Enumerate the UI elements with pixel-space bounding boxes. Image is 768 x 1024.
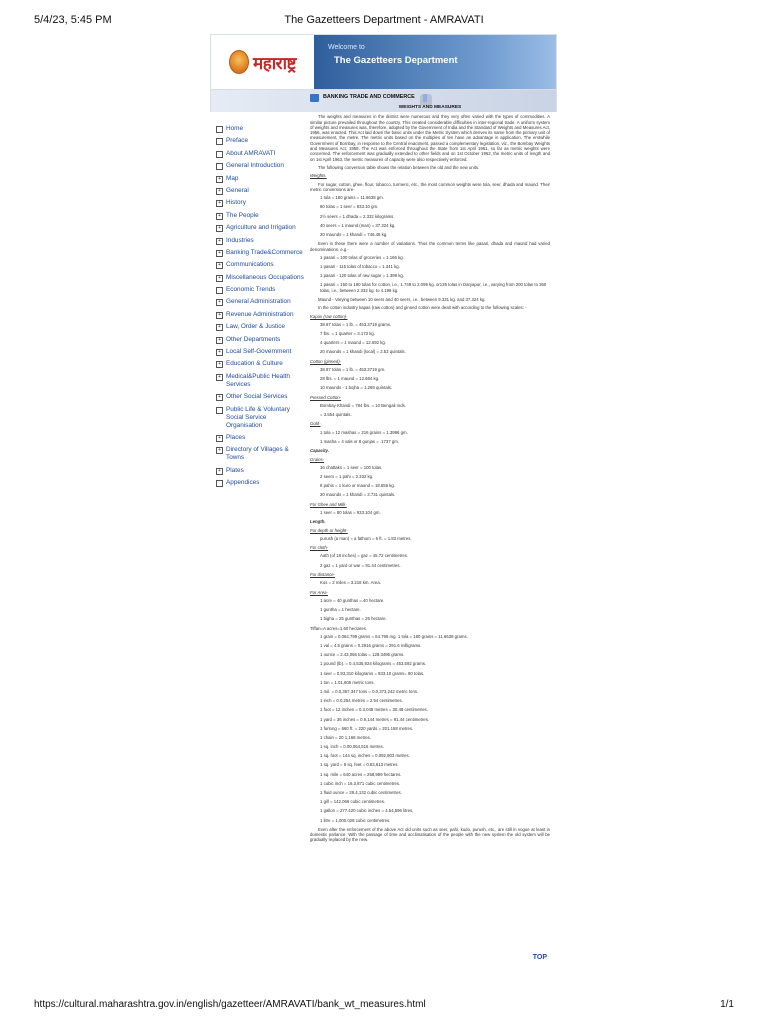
banner-title-area	[314, 35, 556, 89]
main-content	[310, 94, 550, 846]
print-datetime: 5/4/23, 5:45 PM	[34, 14, 112, 26]
conversion-line: 1 guntha =.1 hectare.	[320, 607, 361, 613]
expand-icon: +	[216, 361, 223, 368]
conversion-line: 1 foot = 12 inches = 0.3,048 metres = 30.48 centimetres.	[320, 707, 428, 713]
conversion-line: 1 seer = 80 tolas = 933.104 gm.	[320, 509, 381, 515]
ghee-lines	[320, 510, 550, 515]
expand-icon: +	[216, 349, 223, 356]
sidebar-item[interactable]	[216, 187, 304, 195]
distance-heading: For distance-	[310, 571, 336, 577]
conversion-line: 2 gaz = 1 yard or war = 91.44 centimetres.	[320, 562, 401, 568]
sidebar-item-label: Communications	[226, 261, 274, 269]
state-emblem-icon	[229, 50, 249, 74]
expand-icon: +	[216, 299, 223, 306]
expand-icon: +	[216, 200, 223, 207]
pressed-heading: Pressed Cotton-	[310, 394, 342, 400]
page-frame	[210, 34, 557, 971]
conversion-line: 1 sq. mile = 640 acres = 258,999 hectares.	[320, 771, 402, 777]
conversion-line: 1 bigha = 25 gunthas = 25 hectare.	[320, 616, 387, 622]
grains-heading: Grains-	[310, 456, 325, 462]
conversion-line: purush (a man) = a fathom = 6 ft. = 1.83 metres.	[320, 535, 412, 541]
page-icon	[216, 480, 223, 487]
expand-icon: +	[216, 238, 223, 245]
conversion-line: 1 pasari - 120 tolas of raw sugar = 1.399 kg.	[320, 273, 404, 279]
page-icon	[216, 163, 223, 170]
sidebar-item[interactable]	[216, 298, 304, 306]
sidebar-item[interactable]	[216, 199, 304, 207]
expand-icon: +	[216, 188, 223, 195]
weights-heading: Weights.	[310, 173, 327, 179]
area-lines	[320, 598, 550, 622]
sidebar-item[interactable]	[216, 360, 304, 368]
intro-paragraph: The weights and measures in the district were numerous and they very often varied with the types of commodities. A similar picture prevailed throughout the country. This created considerable difficulties in inter-regional trade. A uniform system of weights and measures was, therefore, adopted by the Government of India and the Standard of Weights and Measures Act, 1956, was enacted. This Act laid down the basic units under the Metric System which derives its name from the primary unit of measurement, the metre. The metric units based on the multiples of ten have an advantage in application. The erstwhile Government of Bombay, in response to the Central enactment, passed a complementary legislation, viz., the Bombay Weights and Measures Act, 1958. The Act was enforced throughout the State from 1st April 1961, so far as metric weights were concerned. The enforcement was gradually extended to other fields and on 1st October 1962, the metric units of length and on 1st April 1963, the metric measures of capacity were also respectively enforced.	[310, 114, 550, 162]
print-url: https://cultural.maharashtra.gov.in/english/gazetteer/AMRAVATI/bank_wt_measures.html	[34, 999, 426, 1010]
sidebar-item-label: Home	[226, 125, 244, 132]
kapas-lines	[320, 322, 550, 355]
sidebar-item[interactable]	[216, 434, 304, 442]
conversion-line: 1 pasari = 100 tolas of groceries = 1.166 kg.	[320, 254, 404, 260]
page-icon	[216, 287, 223, 294]
weights-paragraph: For sugar, cotton, ghee, flour, tobacco, turmeric, etc., the most common weights were tola, seer, dhada and maund. Their metric conversions are-	[310, 181, 550, 192]
conversion-line: 28 lbs. = 1 maund = 12.684 kg.	[320, 376, 380, 382]
conversion-line: 1 ounce = 2.43,056 tolas = 128.3495 grams.	[320, 652, 405, 658]
sidebar-item[interactable]	[216, 286, 304, 294]
sidebar-item-label: General	[226, 186, 249, 194]
conversion-lines	[320, 634, 550, 823]
conversion-line: 1 masha = 4 vals or 8 gunjas = .1737 gm.	[320, 438, 400, 444]
conversion-line: 8 pahis = 1 kuro or maund = 18.656 kg.	[320, 483, 396, 489]
sidebar-item-label: The People	[226, 211, 259, 219]
banner-dept: The Gazetteers Department	[334, 55, 458, 66]
expand-icon: +	[216, 312, 223, 319]
sidebar-item-label: Miscellaneous Occupations	[226, 273, 304, 281]
page-icon	[216, 407, 223, 414]
conversion-line: 1 chain = 20 1,168 metres.	[320, 734, 371, 740]
kapas-heading: Kapas (raw cotton)-	[310, 313, 348, 319]
sidebar-item[interactable]	[216, 150, 304, 158]
sidebar-item-label: Local Self-Government	[226, 348, 292, 356]
grains-lines	[320, 465, 550, 498]
conversion-line: 38.87 tolas = 1 lb. = 453.3719 grams.	[320, 321, 392, 327]
page-icon	[216, 138, 223, 145]
expand-icon: +	[216, 213, 223, 220]
sidebar-item[interactable]	[216, 446, 304, 462]
closing-paragraph: Even after the enforcement of the above Act old units such as seer, pahi, kudo, purush, etc., are still in vogue at least in domestic parlance. With the passage of time and acclimatisation of the people with the new system the old system will be gradually replaced by the new.	[310, 826, 550, 843]
sidebar-item[interactable]	[216, 224, 304, 232]
expand-icon: +	[216, 374, 223, 381]
top-link[interactable]: TOP	[532, 954, 547, 961]
sidebar-item[interactable]	[216, 373, 304, 389]
conversion-line: 20 maunds = 1 khandi = 3.731 quintals.	[320, 492, 396, 498]
sidebar-item-label: History	[226, 199, 246, 207]
maund-line: Maund - Varying between 10 seers and 40 seers, i.e., between 9.331 kg. and 37.324 kg.	[318, 296, 486, 302]
expand-icon: +	[216, 394, 223, 401]
section-header	[310, 94, 550, 102]
sidebar-item-label: Appendices	[226, 479, 260, 487]
expand-icon: +	[216, 275, 223, 282]
sidebar-item[interactable]	[216, 393, 304, 401]
conversion-line: 1 sq. foot = 144 sq. inches = 0.092,903 metres.	[320, 753, 410, 759]
conversion-line: 40 seers = 1 maund (man) = 37.324 kg.	[320, 222, 396, 228]
conversion-line: 1 val = 4.5 grains = 0.2916 grams = 291.6 milligrams.	[320, 643, 422, 648]
sidebar-item[interactable]	[216, 467, 304, 475]
print-title: The Gazetteers Department - AMRAVATI	[284, 14, 484, 26]
sidebar-item-label: Agriculture and Irrigation	[226, 224, 296, 232]
variation-paragraph: Even in these there were a number of variations. Thus the common terms like pasari, dhada and maund had varied denominations, e.g.-	[310, 241, 550, 252]
conversion-line: 2 seers = 1 pahi = 2.332 kg.	[320, 474, 374, 480]
sidebar-item-label: Economic Trends	[226, 286, 276, 294]
pressed-lines	[320, 403, 550, 417]
conversion-line: 2½ seers = 1 dhada = 2.332 kilograms.	[320, 213, 395, 219]
conversion-line: 1 tola = 12 mashas = 216 grains = 1.3996 gm.	[320, 429, 408, 435]
article-subhead: WEIGHTS AND MEASURES	[398, 105, 462, 110]
expand-icon: +	[216, 447, 223, 454]
conversion-line: 20 maunds = 1 khandi (local) = 2.53 quintals.	[320, 349, 406, 355]
expand-icon: +	[216, 225, 223, 232]
conversion-line: 1 litre = 1,000.028 cubic centimetres.	[320, 817, 391, 823]
distance-lines	[320, 580, 550, 585]
sidebar-item[interactable]	[216, 336, 304, 344]
pasari-lines	[320, 255, 550, 293]
sidebar-item-label: Directory of Villages & Towns	[226, 446, 289, 462]
conversion-line: 1 yard = 36 inches = 0.9,144 metres = 91.44 centimetres.	[320, 716, 430, 722]
conversion-line: 1 cubic inch = 16.3,871 cubic centimetres.	[320, 780, 401, 786]
section-title: BANKING TRADE AND COMMERCE	[323, 94, 415, 101]
conversion-line: 1 acre = 40 gunthas =.40 hectare.	[320, 597, 385, 603]
conversion-line: 1 tola = 180 grains = 11.6638 gm.	[320, 195, 384, 201]
capacity-heading: Capacity.	[310, 448, 329, 454]
conversion-line: Bombay Khandi = 784 lbs. = 10 Bengali mds.	[320, 402, 406, 408]
weights-lines	[320, 195, 550, 237]
conversion-line: 7 lbs. = 1 quarter = 3.173 kg.	[320, 331, 375, 337]
expand-icon: +	[216, 337, 223, 344]
sidebar-item[interactable]	[216, 406, 304, 430]
conversion-line: 1 gill = 142.066 cubic centimetres.	[320, 799, 386, 805]
conversion-line: 1 seer = 0.93,310 kilograms = 933.10 grams= 80 tolas.	[320, 670, 425, 676]
sidebar-item-label: Map	[226, 174, 239, 182]
conversion-line: 1 mil. = 0.0,367,347 tons = 0.0,373,242 metric tons.	[320, 688, 419, 694]
sidebar-item[interactable]	[216, 162, 304, 170]
sidebar-item-label: Industries	[226, 236, 254, 244]
depth-lines	[320, 536, 550, 541]
conversion-line: Aath (of 18 inches) = gaz = 45.72 centimetres.	[320, 553, 409, 559]
sidebar-item-label: Medical&Public Health Services	[226, 372, 290, 388]
sidebar-item-label: Plates	[226, 466, 244, 474]
print-page-number: 1/1	[720, 999, 734, 1010]
depth-heading: For depth or height-	[310, 527, 348, 533]
tiffan-line: Tiffan=A acres=1.60 hectares.	[310, 625, 368, 631]
sidebar-item[interactable]	[216, 274, 304, 282]
section-end-icon	[423, 94, 427, 102]
sidebar-item[interactable]	[216, 311, 304, 319]
sidebar-item[interactable]	[216, 137, 304, 145]
gold-lines	[320, 430, 550, 444]
page-icon	[216, 151, 223, 158]
expand-icon: +	[216, 435, 223, 442]
expand-icon: +	[216, 324, 223, 331]
sidebar-item-label: Banking Trade&Commerce	[226, 248, 303, 256]
gold-heading: Gold-	[310, 421, 321, 427]
sidebar-item[interactable]	[216, 348, 304, 356]
cloth-lines	[320, 553, 550, 567]
expand-icon: +	[216, 262, 223, 269]
conversion-line: 1 sq. inch = 0.00,064,516 metres.	[320, 744, 384, 750]
sidebar-item[interactable]	[216, 125, 304, 133]
sidebar-item[interactable]	[216, 212, 304, 220]
site-banner	[210, 34, 557, 90]
expand-icon: +	[216, 250, 223, 257]
sidebar-item-label: Other Social Services	[226, 393, 288, 401]
sidebar-item[interactable]	[216, 237, 304, 245]
logo-text: महाराष्ट्र	[253, 53, 296, 74]
ginned-heading: Cotton (ginned)-	[310, 358, 342, 364]
conversion-line: 10 maunds - 1 bojha = 1.269 quintals.	[320, 385, 393, 391]
conversion-line: Kos = 2 miles = 3.218 km. Area.	[320, 580, 381, 586]
area-heading: For Area-	[310, 589, 328, 595]
section-arrow-icon	[310, 94, 319, 102]
conversion-intro: The following conversion table shows the relation between the old and the new units.	[318, 164, 480, 170]
conversion-line: = 3.554 quintals.	[320, 412, 352, 418]
sidebar-item-label: Law, Order & Justice	[226, 323, 285, 331]
sidebar-item-label: Preface	[226, 137, 249, 145]
conversion-line: 1 pasari = 150 to 180 tolas for cotton, i.e., 1.749 to 2.099 kg. or135 tolas in Daryapur, i.e., varying from 200 tolas to 360 tolas, i.e., between 2.332 kg. to 4.198 kg.	[320, 282, 547, 293]
expand-icon: +	[216, 176, 223, 183]
length-heading: Length.	[310, 519, 326, 525]
conversion-line: 1 gallon = 277.420 cubic inches = 4.54,596 litres,	[320, 808, 414, 814]
sidebar-item-label: About AMRAVATI	[226, 149, 276, 157]
conversion-line: 1 fluid ounce = 28.4,132 cubic centimetres.	[320, 790, 402, 795]
conversion-line: 38.87 tolas = 1 lb. = 453.3719 gm.	[320, 367, 386, 372]
sidebar-item-label: Revenue Administration	[226, 310, 294, 318]
sidebar-item[interactable]	[216, 261, 304, 269]
conversion-line: 1 pound (lb). = 0.4,535,924 kilograms = 453.592 grams.	[320, 661, 427, 667]
ghee-heading: For Ghee and Milk-	[310, 501, 347, 507]
conversion-line: 1 sq. yard = 9 sq. feet = 0.83,613 metres.	[320, 762, 399, 768]
sidebar-item-label: Places	[226, 433, 246, 441]
sidebar-nav	[216, 125, 304, 492]
conversion-line: 1 grain = 0.064,799 grams = 64.799 mg. 1 tola = 180 grains = 11.6638 grams.	[320, 633, 468, 639]
sidebar-item-label: General Administration	[226, 298, 291, 306]
conversion-line: 16 chattaks = 1 seer = 100 tolas.	[320, 464, 383, 470]
conversion-line: 1 pasari - 115 tolas of tobacco = 1.341 kg.	[320, 263, 400, 269]
page-icon	[216, 126, 223, 133]
cotton-paragraph: In the cotton industry kapas (raw cotton) and ginned cotton were dealt with according to the following scales: -	[318, 305, 527, 311]
ginned-lines	[320, 367, 550, 391]
sidebar-item[interactable]	[216, 479, 304, 487]
sidebar-item[interactable]	[216, 323, 304, 331]
sidebar-item[interactable]	[216, 175, 304, 183]
expand-icon: +	[216, 468, 223, 475]
conversion-line: 4 quarters = 1 maund = 12.692 kg.	[320, 340, 386, 346]
sidebar-item[interactable]	[216, 249, 304, 257]
conversion-line: 80 tolas = 1 seer = 933.10 gm.	[320, 204, 379, 210]
conversion-line: 20 maunds = 1 khandi = 746.48 kg.	[320, 231, 388, 237]
banner-welcome: Welcome to	[328, 44, 365, 51]
conversion-line: 1 furlong = 660 ft. = 220 yards = 201.168 metres.	[320, 725, 414, 731]
conversion-line: 1 ton = 1.01,605 metric tons.	[320, 679, 375, 685]
site-logo[interactable]	[211, 35, 314, 89]
sidebar-item-label: General Introduction	[226, 162, 284, 170]
conversion-line: 1 inch = 0.0,254 metres = 2.54 centimetres.	[320, 698, 403, 704]
cloth-heading: For cloth-	[310, 545, 329, 551]
sidebar-item-label: Public Life & Voluntary Social Service Organisation	[226, 405, 290, 429]
sidebar-item-label: Education & Culture	[226, 360, 283, 368]
sidebar-item-label: Other Departments	[226, 335, 281, 343]
